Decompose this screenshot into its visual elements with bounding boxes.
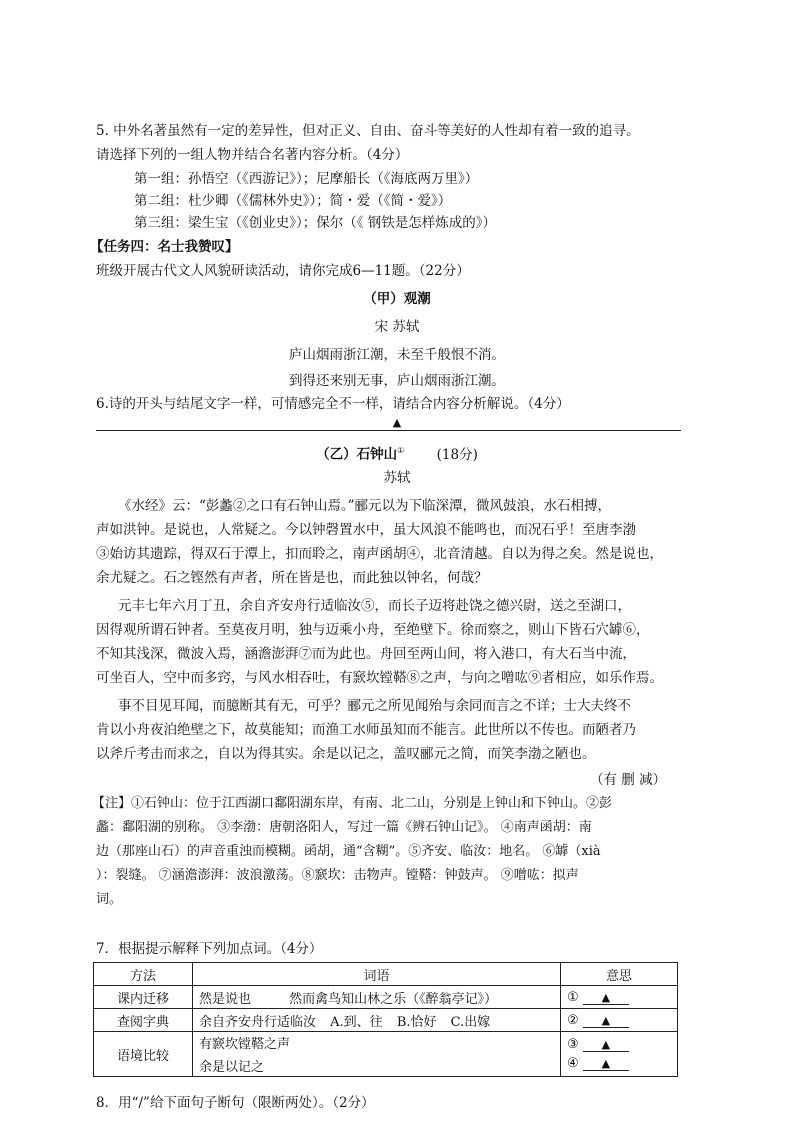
- row1-method: 课内迁移: [94, 986, 193, 1009]
- q5-group-3: 第三组：梁生宝（《创业史》）；保尔（《 钢铁是怎样炼成的》）: [134, 215, 497, 231]
- q5-line2: 请选择下列的一组人物并结合名著内容分析。（4分）: [96, 147, 409, 163]
- table-header-meaning: 意思: [561, 963, 678, 986]
- row4-number: ④: [567, 1056, 579, 1071]
- row2-option-a: A.到、往: [330, 1014, 383, 1030]
- row1-word-b: 然而禽鸟知山林之乐（《醉翁亭记》）: [289, 991, 498, 1007]
- task4-intro: 班级开展古代文人风貌研读活动，请你完成6—11题。（22分）: [96, 263, 470, 279]
- essay-line-6: 因得观所谓石钟者。至莫夜月明，独与迈乘小舟，至绝壁下。徐而察之，则山下皆石穴罅⑥，: [96, 622, 650, 638]
- poem-title: （甲）观潮: [363, 291, 431, 307]
- notes-line-2: 蠡：鄱阳湖的别称。 ③李渤：唐朝洛阳人，写过一篇《辨石钟山记》。 ④南声函胡：南: [96, 820, 592, 835]
- notes-line-3: 边（那座山石）的声音重浊而模糊。函胡，通“含糊”。⑤齐安、临汝：地名。 ⑥罅（xià: [96, 844, 601, 859]
- q8-text: 8．用“/”给下面句子断句（限断两处）。（2分）: [96, 1095, 375, 1111]
- q7-table: [93, 962, 678, 1077]
- essay-line-8: 可坐百人，空中而多窍，与风水相吞吐，有窾坎镗鞳⑧之声，与向之噌吰⑨者相应，如乐作焉。: [96, 670, 663, 686]
- q5-group-2: 第二组：杜少卿（《儒林外史》）；简・爱（《简・爱》）: [134, 193, 452, 209]
- table-header-method: 方法: [94, 963, 193, 986]
- essay-line-9: 事不目见耳闻，而臆断其有无，可乎？郦元之所见闻殆与余同而言之不详；士大夫终不: [118, 698, 631, 714]
- essay-line-7: 不知其浅深，微波入焉，涵澹澎湃⑦而为此也。舟回至两山间，将入港口，有大石当中流，: [96, 646, 636, 662]
- essay-line-10: 肯以小舟夜泊绝壁之下，故莫能知；而渔工水师虽知而不能言。此世所以不传也。而陋者乃: [96, 722, 636, 738]
- essay-title-note: ①: [397, 446, 405, 455]
- q6-text: 6.诗的开头与结尾文字一样，可情感完全不一样，请结合内容分析解说。（4分）: [96, 396, 570, 412]
- essay-title-row: [0, 442, 794, 464]
- notes-line-1: 【注】①石钟山：位于江西湖口鄱阳湖东岸，有南、北二山，分别是上钟山和下钟山。②彭: [92, 796, 613, 811]
- q5-line1: 5. 中外名著虽然有一定的差异性，但对正义、自由、奋斗等美好的人性却有着一致的追寻。: [96, 123, 640, 139]
- poem-line-2: 到得还来别无事，庐山烟雨浙江潮。: [289, 373, 505, 389]
- section-divider: [96, 430, 681, 431]
- row4-answer-mark: ▲: [583, 1057, 629, 1071]
- essay-line-4: 余尤疑之。石之铿然有声者，所在皆是也，而此独以钟名，何哉？: [96, 570, 488, 586]
- row1-words: [193, 986, 561, 1009]
- row2-words: [193, 1009, 561, 1032]
- row2-option-b: B.恰好: [396, 1014, 437, 1030]
- row2-answer[interactable]: [561, 1009, 678, 1032]
- task4-heading: 【任务四：名士我赞叹】: [90, 239, 239, 255]
- row2-answer-mark: ▲: [583, 1014, 629, 1028]
- q7-text: 7．根据提示解释下列加点词。（4分）: [96, 941, 323, 957]
- row3-answer[interactable]: [561, 1032, 678, 1077]
- row3-answer-mark: ▲: [583, 1038, 629, 1052]
- q6-answer-mark: ▲: [392, 416, 402, 429]
- table-header-row: [94, 963, 678, 986]
- table-row: [94, 986, 678, 1009]
- row1-word-a: 然是说也: [199, 991, 252, 1007]
- row3-words: [193, 1032, 561, 1077]
- essay-line-5: 元丰七年六月丁丑，余自齐安舟行适临汝⑤，而长子迈将赴饶之德兴尉，送之至湖口，: [118, 598, 631, 614]
- table-row: [94, 1032, 678, 1077]
- table-row: [94, 1009, 678, 1032]
- essay-line-2: 声如洪钟。是说也，人常疑之。今以钟磬置水中，虽大风浪不能鸣也，而况石乎！至唐李渤: [96, 522, 636, 538]
- poem-author: 宋 苏轼: [374, 319, 420, 335]
- row3-word-a: 有窾坎镗鞳之声: [199, 1037, 291, 1052]
- row3-method: 语境比较: [94, 1032, 193, 1077]
- essay-score: (18分): [436, 446, 478, 463]
- notes-line-4: ）：裂缝。 ⑦涵澹澎湃：波浪激荡。⑧窾坎：击物声。镗鞳：钟鼓声。 ⑨噌吰：拟声: [96, 868, 579, 883]
- essay-title: （乙）石钟山: [316, 446, 398, 463]
- essay-line-3: ③始访其遗踪，得双石于潭上，扣而聆之，南声函胡④，北音清越。自以为得之矣。然是说也，: [96, 546, 663, 562]
- row3-word-b: 余是以记之: [199, 1060, 265, 1075]
- row2-method: 查阅字典: [94, 1009, 193, 1032]
- essay-abridged: （有 删 减）: [590, 772, 667, 788]
- essay-author: 苏轼: [383, 470, 411, 486]
- notes-line-5: 词。: [96, 892, 123, 907]
- row3-number: ③: [567, 1037, 579, 1052]
- row1-number: ①: [567, 989, 579, 1005]
- row1-answer[interactable]: [561, 986, 678, 1009]
- row2-word-a: 余自齐安舟行适临汝: [199, 1014, 317, 1030]
- table-header-words: 词语: [193, 963, 561, 986]
- q5-group-1: 第一组：孙悟空（《西游记》）；尼摩船长（《海底两万里》）: [134, 171, 479, 187]
- poem-line-1: 庐山烟雨浙江潮，未至千般恨不消。: [289, 347, 505, 363]
- essay-line-1: 《水经》云：“彭蠡②之口有石钟山焉。”郦元以为下临深潭，微风鼓浪，水石相搏，: [118, 498, 612, 514]
- row1-answer-mark: ▲: [583, 991, 629, 1005]
- row2-option-c: C.出嫁: [450, 1014, 491, 1030]
- row2-number: ②: [567, 1012, 579, 1028]
- essay-line-11: 以斧斤考击而求之，自以为得其实。余是以记之，盖叹郦元之简，而笑李渤之陋也。: [96, 746, 596, 762]
